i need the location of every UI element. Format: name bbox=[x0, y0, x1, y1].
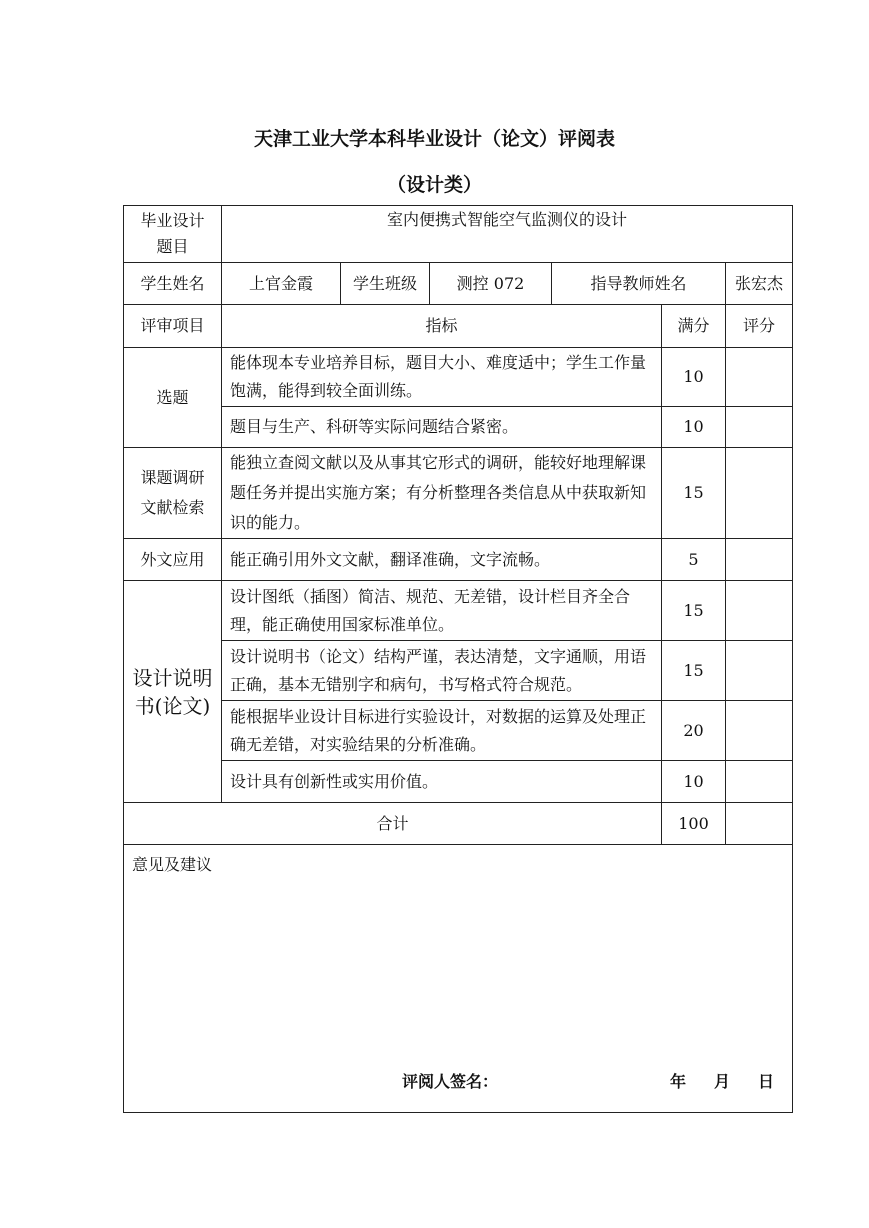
criterion-full: 5 bbox=[662, 539, 726, 581]
header-row bbox=[124, 305, 793, 348]
criterion-row bbox=[124, 448, 793, 539]
criterion-indicator: 能体现本专业培养目标，题目大小、难度适中；学生工作量饱满，能得到较全面训练。 bbox=[222, 348, 662, 407]
topic-row bbox=[124, 206, 793, 263]
criterion-row bbox=[124, 581, 793, 641]
topic-value[interactable]: 室内便携式智能空气监测仪的设计 bbox=[222, 206, 793, 263]
criterion-indicator: 设计说明书（论文）结构严谨，表达清楚，文字通顺，用语正确，基本无错别字和病句，书写格式符合规范。 bbox=[222, 641, 662, 701]
header-full: 满分 bbox=[662, 305, 726, 348]
criterion-score[interactable] bbox=[726, 701, 793, 761]
total-label: 合计 bbox=[124, 803, 662, 845]
advisor-label: 指导教师姓名 bbox=[552, 263, 726, 305]
document-title: 天津工业大学本科毕业设计（论文）评阅表 bbox=[253, 128, 615, 150]
header-item: 评审项目 bbox=[124, 305, 222, 348]
student-row bbox=[124, 263, 793, 305]
criterion-indicator: 能根据毕业设计目标进行实验设计，对数据的运算及处理正确无差错，对实验结果的分析准确。 bbox=[222, 701, 662, 761]
group-name-line2: 文献检索 bbox=[140, 498, 205, 517]
total-score[interactable] bbox=[726, 803, 793, 845]
group-name: 选题 bbox=[124, 348, 222, 448]
criterion-score[interactable] bbox=[726, 348, 793, 407]
criterion-full: 15 bbox=[662, 581, 726, 641]
comments-cell[interactable] bbox=[124, 845, 793, 1113]
criterion-indicator: 设计图纸（插图）简洁、规范、无差错，设计栏目齐全合理，能正确使用国家标准单位。 bbox=[222, 581, 662, 641]
topic-label-line2: 题目 bbox=[156, 237, 189, 256]
criterion-full: 20 bbox=[662, 701, 726, 761]
year-label: 年 bbox=[670, 1072, 687, 1091]
criterion-row bbox=[124, 407, 793, 448]
criterion-full: 15 bbox=[662, 641, 726, 701]
header-score: 评分 bbox=[726, 305, 793, 348]
criterion-row bbox=[124, 348, 793, 407]
month-label[interactable]: 月 bbox=[714, 1072, 731, 1091]
student-name-label: 学生姓名 bbox=[124, 263, 222, 305]
criterion-indicator: 题目与生产、科研等实际问题结合紧密。 bbox=[222, 407, 662, 448]
student-class-label: 学生班级 bbox=[341, 263, 430, 305]
criterion-score[interactable] bbox=[726, 641, 793, 701]
comments-area bbox=[132, 845, 784, 1110]
document-subtitle: （设计类） bbox=[386, 174, 482, 196]
group-name-line2: 书(论文) bbox=[134, 693, 211, 718]
review-form-table bbox=[123, 205, 793, 1113]
group-name bbox=[124, 448, 222, 539]
criterion-row bbox=[124, 641, 793, 701]
topic-label bbox=[124, 206, 222, 263]
day-label[interactable]: 日 bbox=[758, 1072, 775, 1091]
criterion-row bbox=[124, 701, 793, 761]
group-name-line1: 课题调研 bbox=[140, 468, 205, 487]
total-full: 100 bbox=[662, 803, 726, 845]
group-name: 外文应用 bbox=[124, 539, 222, 581]
total-row bbox=[124, 803, 793, 845]
criterion-score[interactable] bbox=[726, 581, 793, 641]
topic-label-line1: 毕业设计 bbox=[140, 211, 205, 230]
criterion-score[interactable] bbox=[726, 539, 793, 581]
group-name bbox=[124, 581, 222, 803]
criterion-indicator: 能独立查阅文献以及从事其它形式的调研，能较好地理解课题任务并提出实施方案；有分析整理各类信息从中获取新知识的能力。 bbox=[222, 448, 662, 539]
criterion-full: 10 bbox=[662, 348, 726, 407]
criterion-full: 15 bbox=[662, 448, 726, 539]
reviewer-signature-label: 评阅人签名： bbox=[402, 1072, 499, 1091]
comments-row bbox=[124, 845, 793, 1113]
criterion-indicator: 设计具有创新性或实用价值。 bbox=[222, 761, 662, 803]
criterion-full: 10 bbox=[662, 761, 726, 803]
criterion-score[interactable] bbox=[726, 448, 793, 539]
student-class-value[interactable]: 测控 072 bbox=[430, 263, 552, 305]
header-indicator: 指标 bbox=[222, 305, 662, 348]
criterion-score[interactable] bbox=[726, 407, 793, 448]
criterion-row bbox=[124, 761, 793, 803]
comments-label: 意见及建议 bbox=[132, 855, 213, 874]
criterion-full: 10 bbox=[662, 407, 726, 448]
advisor-value[interactable]: 张宏杰 bbox=[726, 263, 793, 305]
student-name-value[interactable]: 上官金霞 bbox=[222, 263, 341, 305]
criterion-row bbox=[124, 539, 793, 581]
criterion-score[interactable] bbox=[726, 761, 793, 803]
date-fields bbox=[642, 1068, 774, 1096]
group-name-line1: 设计说明 bbox=[132, 665, 213, 690]
criterion-indicator: 能正确引用外文文献，翻译准确，文字流畅。 bbox=[222, 539, 662, 581]
